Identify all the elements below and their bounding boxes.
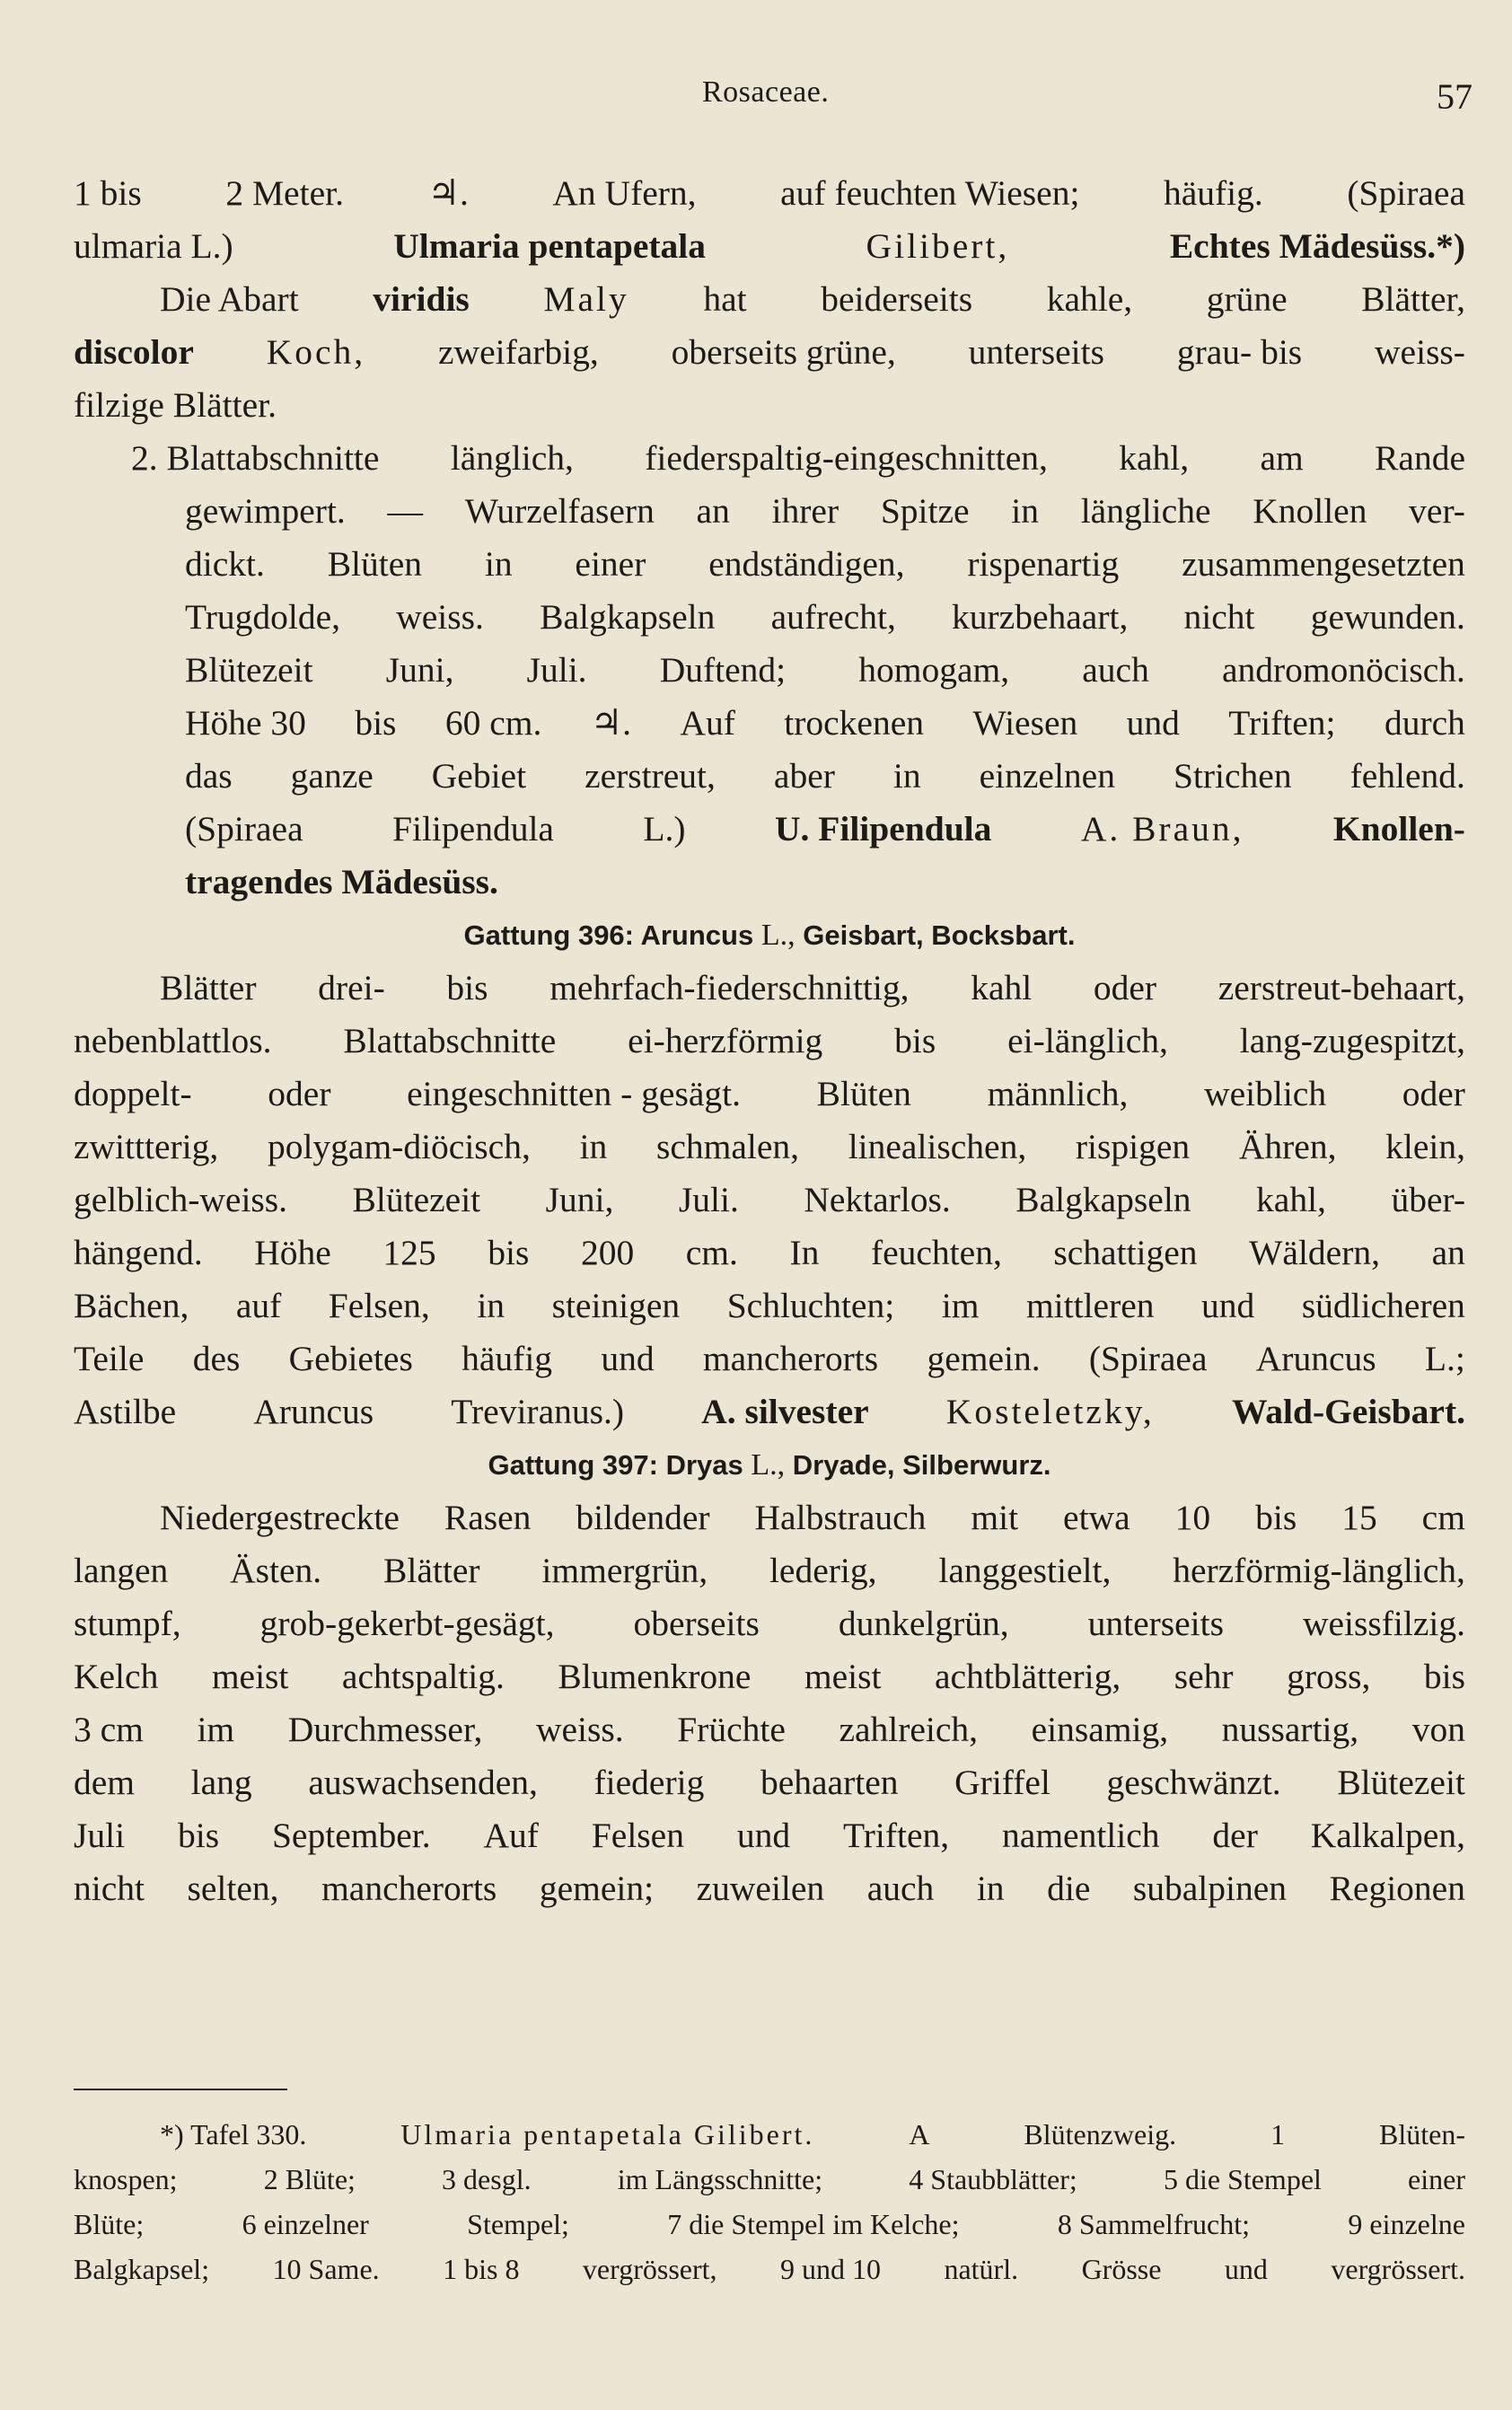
text-line: Teile des Gebietes häufig und mancherorts gemein. (Spiraea Aruncus L.; (74, 1339, 1465, 1378)
footnote (74, 2112, 1465, 2291)
text-line: gelblich-weiss. Blütezeit Juni, Juli. Nektarlos. Balgkapseln kahl, über- (74, 1180, 1465, 1219)
footnote-line: *) Tafel 330. Ulmaria pentapetala Gilibert. A Blütenzweig. 1 Blüten- (160, 2118, 1465, 2151)
footnote-line: Balgkapsel; 10 Same. 1 bis 8 vergrössert, 9 und 10 natürl. Grösse und vergrössert. (74, 2253, 1465, 2285)
text-line: doppelt- oder eingeschnitten - gesägt. Blüten männlich, weiblich oder (74, 1074, 1465, 1113)
text-line: langen Ästen. Blätter immergrün, lederig, langgestielt, herzförmig-länglich, (74, 1551, 1465, 1590)
text-line: Juli bis September. Auf Felsen und Triften, namentlich der Kalkalpen, (74, 1816, 1465, 1855)
text-line: Kelch meist achtspaltig. Blumenkrone meist achtblätterig, sehr gross, bis (74, 1657, 1465, 1696)
running-head-title: Rosaceae. (702, 75, 830, 109)
text-line: dem lang auswachsenden, fiederig behaarten Griffel geschwänzt. Blütezeit (74, 1763, 1465, 1802)
text-line: ulmaria L.) Ulmaria pentapetala Gilibert, Echtes Mädesüss.*) (74, 220, 1465, 273)
body-text (74, 167, 1465, 1915)
text-line: das ganze Gebiet zerstreut, aber in einzelnen Strichen fehlend. (185, 756, 1465, 796)
page-number: 57 (1437, 76, 1472, 117)
genus-heading: Gattung 397: Dryas L., Dryade, Silberwurz. (488, 1448, 1051, 1482)
common-name: tragendes Mädesüss. (185, 862, 498, 902)
text-line: Astilbe Aruncus Treviranus.) A. silvester Kosteletzky, Wald-Geisbart. (74, 1385, 1465, 1438)
species-name: Ulmaria pentapetala (393, 226, 707, 266)
text-line: Bächen, auf Felsen, in steinigen Schluchten; im mittleren und südlicheren (74, 1286, 1465, 1325)
text-line: 3 cm im Durchmesser, weiss. Früchte zahlreich, einsamig, nussartig, von (74, 1710, 1465, 1749)
text-line: hängend. Höhe 125 bis 200 cm. In feuchten, schattigen Wäldern, an (74, 1233, 1465, 1272)
common-name: Knollen- (1332, 809, 1465, 849)
common-name: Wald-Geisbart. (1231, 1392, 1465, 1431)
text-line: Niedergestreckte Rasen bildender Halbstrauch mit etwa 10 bis 15 cm (160, 1498, 1465, 1537)
footnote-line: knospen; 2 Blüte; 3 desgl. im Längsschnitte; 4 Staubblätter; 5 die Stempel einer (74, 2163, 1465, 2195)
text-line: stumpf, grob-gekerbt-gesägt, oberseits dunkelgrün, unterseits weissfilzig. (74, 1604, 1465, 1643)
species-name: A. silvester (701, 1392, 869, 1431)
species-name: U. Filipendula (774, 809, 992, 849)
text-line: discolor Koch, zweifarbig, oberseits grüne, unterseits grau- bis weiss- (74, 326, 1465, 379)
text-line (74, 856, 1465, 909)
text-line: filzige Blätter. (74, 385, 277, 425)
footnote-line: Blüte; 6 einzelner Stempel; 7 die Stempel im Kelche; 8 Sammelfrucht; 9 einzelne (74, 2208, 1465, 2240)
common-name: Echtes Mädesüss.*) (1169, 226, 1465, 266)
text-line: nebenblattlos. Blattabschnitte ei-herzförmig bis ei-länglich, lang-zugespitzt, (74, 1021, 1465, 1060)
text-line: Höhe 30 bis 60 cm. ♃. Auf trockenen Wiesen und Triften; durch (185, 703, 1465, 743)
text-line: Die Abart viridis Maly hat beiderseits kahle, grüne Blätter, (74, 273, 1465, 326)
running-head (0, 75, 1512, 129)
variety-name: discolor (74, 332, 194, 372)
text-line: Trugdolde, weiss. Balgkapseln aufrecht, kurzbehaart, nicht gewunden. (185, 597, 1465, 637)
text-line: gewimpert. — Wurzelfasern an ihrer Spitze in längliche Knollen ver- (185, 491, 1465, 531)
variety-name: viridis (373, 279, 470, 319)
text-line: (Spiraea Filipendula L.) U. Filipendula A. Braun, Knollen- (74, 803, 1465, 856)
text-line: dickt. Blüten in einer endständigen, rispenartig zusammengesetzten (185, 544, 1465, 584)
text-line: nicht selten, mancherorts gemein; zuweilen auch in die subalpinen Regionen (74, 1869, 1465, 1908)
text-line: Blütezeit Juni, Juli. Duftend; homogam, auch andromonöcisch. (185, 650, 1465, 690)
genus-heading: Gattung 396: Aruncus L., Geisbart, Bocksbart. (463, 919, 1076, 952)
footnote-rule (74, 2089, 287, 2090)
text-line: 2. Blattabschnitte länglich, fiederspaltig-eingeschnitten, kahl, am Rande (131, 438, 1465, 478)
text-line: 1 bis 2 Meter. ♃. An Ufern, auf feuchten Wiesen; häufig. (Spiraea (74, 173, 1465, 213)
text-line: zwittterig, polygam-diöcisch, in schmalen, linealischen, rispigen Ähren, klein, (74, 1127, 1465, 1166)
text-line: Blätter drei- bis mehrfach-fiederschnittig, kahl oder zerstreut-behaart, (160, 968, 1465, 1007)
